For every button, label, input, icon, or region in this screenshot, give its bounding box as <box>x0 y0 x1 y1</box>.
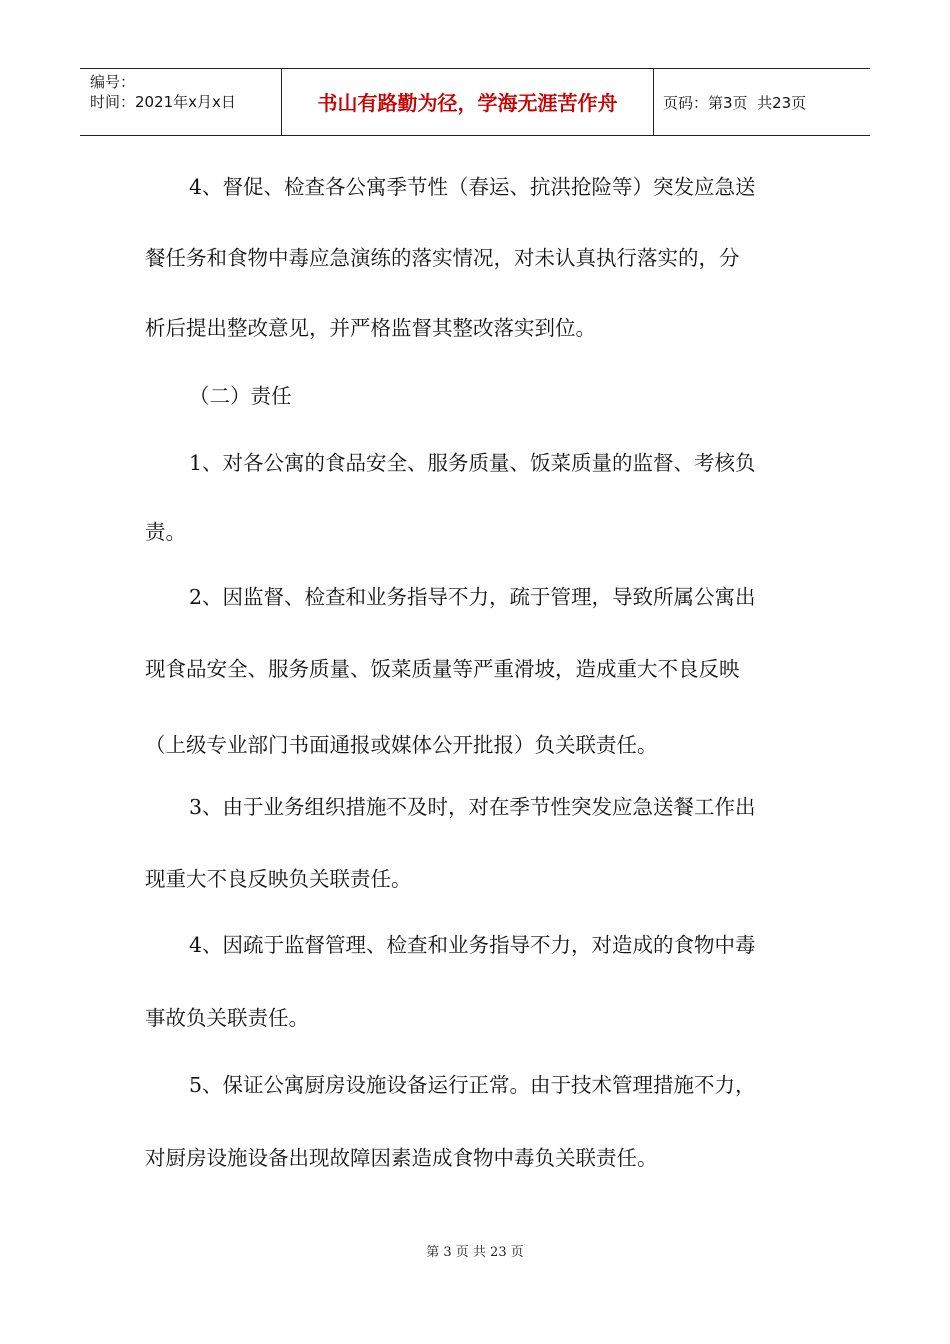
body-line: 4、督促、检查各公寓季节性（春运、抗洪抢险等）突发应急送 <box>189 175 756 199</box>
body-line: 析后提出整改意见，并严格监督其整改落实到位。 <box>145 316 596 340</box>
header-motto: 书山有路勤为径，学海无涯苦作舟 <box>282 69 654 135</box>
header-meta <box>80 69 282 135</box>
body-line: 3、由于业务组织措施不及时，对在季节性突发应急送餐工作出 <box>189 795 756 819</box>
body-line: 餐任务和食物中毒应急演练的落实情况，对未认真执行落实的，分 <box>145 246 740 270</box>
section-heading: （二）责任 <box>189 384 292 408</box>
document-number-label: 编号： <box>90 73 136 91</box>
body-line: 对厨房设施设备出现故障因素造成食物中毒负关联责任。 <box>145 1146 658 1170</box>
header-page-info-text: 页码：第3页 共23页 <box>663 94 807 112</box>
body-line: 2、因监督、检查和业务指导不力，疏于管理，导致所属公寓出 <box>189 585 756 609</box>
body-line: （上级专业部门书面通报或媒体公开批报）负关联责任。 <box>145 733 658 757</box>
body-line: 4、因疏于监督管理、检查和业务指导不力，对造成的食物中毒 <box>189 933 756 957</box>
body-line: 事故负关联责任。 <box>145 1006 309 1030</box>
body-line: 5、保证公寓厨房设施设备运行正常。由于技术管理措施不力， <box>189 1073 756 1097</box>
body-line: 现重大不良反映负关联责任。 <box>145 867 412 891</box>
body-line: 现食品安全、服务质量、饭菜质量等严重滑坡，造成重大不良反映 <box>145 657 740 681</box>
body-line: 1、对各公寓的食品安全、服务质量、饭菜质量的监督、考核负 <box>189 451 756 475</box>
page-footer: 第 3 页 共 23 页 <box>426 1245 524 1260</box>
body-line: 责。 <box>145 520 186 544</box>
document-header <box>80 68 870 136</box>
header-page-info <box>654 69 870 135</box>
document-time-label: 时间：2021年x月x日 <box>90 93 236 111</box>
